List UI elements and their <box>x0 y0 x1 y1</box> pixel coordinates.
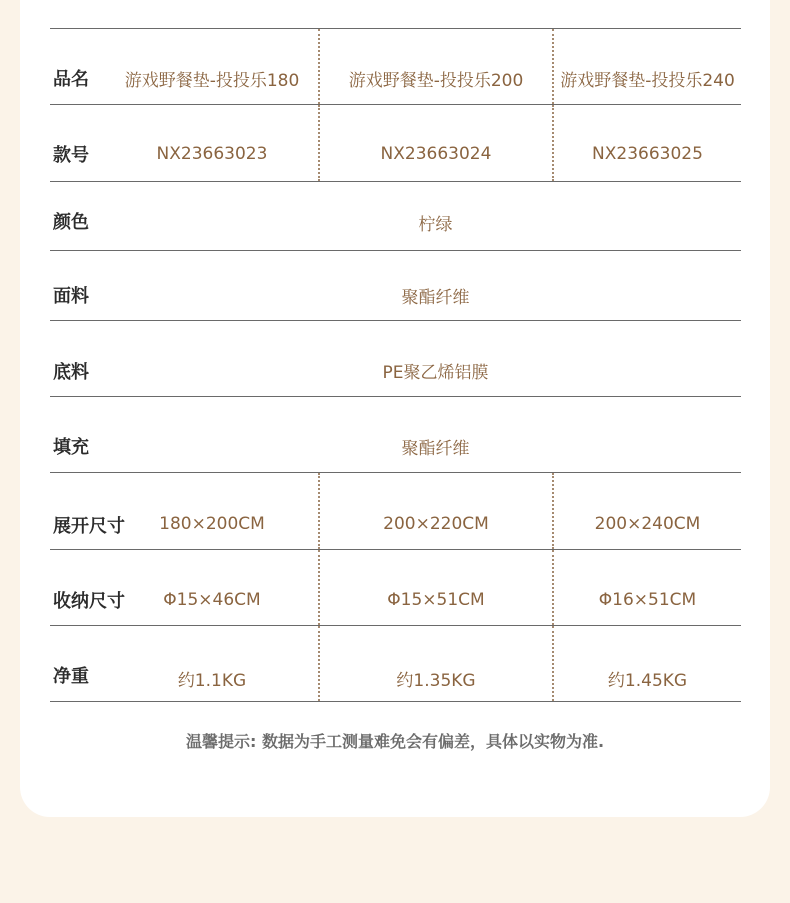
table-cell: Φ16×51CM <box>598 590 697 610</box>
table-cell: NX23663025 <box>592 144 703 164</box>
table-cell: PE聚乙烯铝膜 <box>382 363 489 383</box>
table-row <box>50 182 741 251</box>
row-label: 款号 <box>53 145 89 166</box>
row-label: 展开尺寸 <box>53 516 125 537</box>
table-cell: Φ15×51CM <box>387 590 485 610</box>
table-cell: NX23663023 <box>156 144 268 164</box>
row-label: 品名 <box>53 69 89 90</box>
table-cell: 聚酯纤维 <box>401 439 470 459</box>
table-row <box>50 29 741 105</box>
table-cell: 200×220CM <box>383 514 489 534</box>
row-label: 颜色 <box>53 212 89 233</box>
table-cell: 游戏野餐垫-投投乐240 <box>560 71 735 91</box>
row-label: 面料 <box>53 286 89 307</box>
row-label: 收纳尺寸 <box>53 591 125 612</box>
table-row <box>50 397 741 473</box>
row-label: 净重 <box>53 666 89 687</box>
table-cell: 约1.45KG <box>607 671 688 691</box>
row-label: 底料 <box>53 362 89 383</box>
table-cell: 200×240CM <box>594 514 701 534</box>
table-cell: 180×200CM <box>159 514 265 534</box>
table-row <box>50 251 741 321</box>
table-row <box>50 550 741 626</box>
table-cell: 游戏野餐垫-投投乐200 <box>348 71 524 91</box>
table-row <box>50 626 741 702</box>
table-cell: 约1.1KG <box>177 671 247 691</box>
table-row <box>50 321 741 397</box>
table-cell: 游戏野餐垫-投投乐180 <box>124 71 300 91</box>
row-label: 填充 <box>53 437 89 458</box>
measurement-note: 温馨提示: 数据为手工测量难免会有偏差，具体以实物为准. <box>185 732 605 751</box>
table-row <box>50 105 741 182</box>
table-cell: 柠绿 <box>418 215 453 235</box>
table-row <box>50 473 741 550</box>
spec-table <box>50 28 741 702</box>
table-cell: Φ15×46CM <box>163 590 261 610</box>
table-cell: NX23663024 <box>380 144 492 164</box>
table-cell: 约1.35KG <box>396 671 476 691</box>
table-cell: 聚酯纤维 <box>401 288 470 308</box>
